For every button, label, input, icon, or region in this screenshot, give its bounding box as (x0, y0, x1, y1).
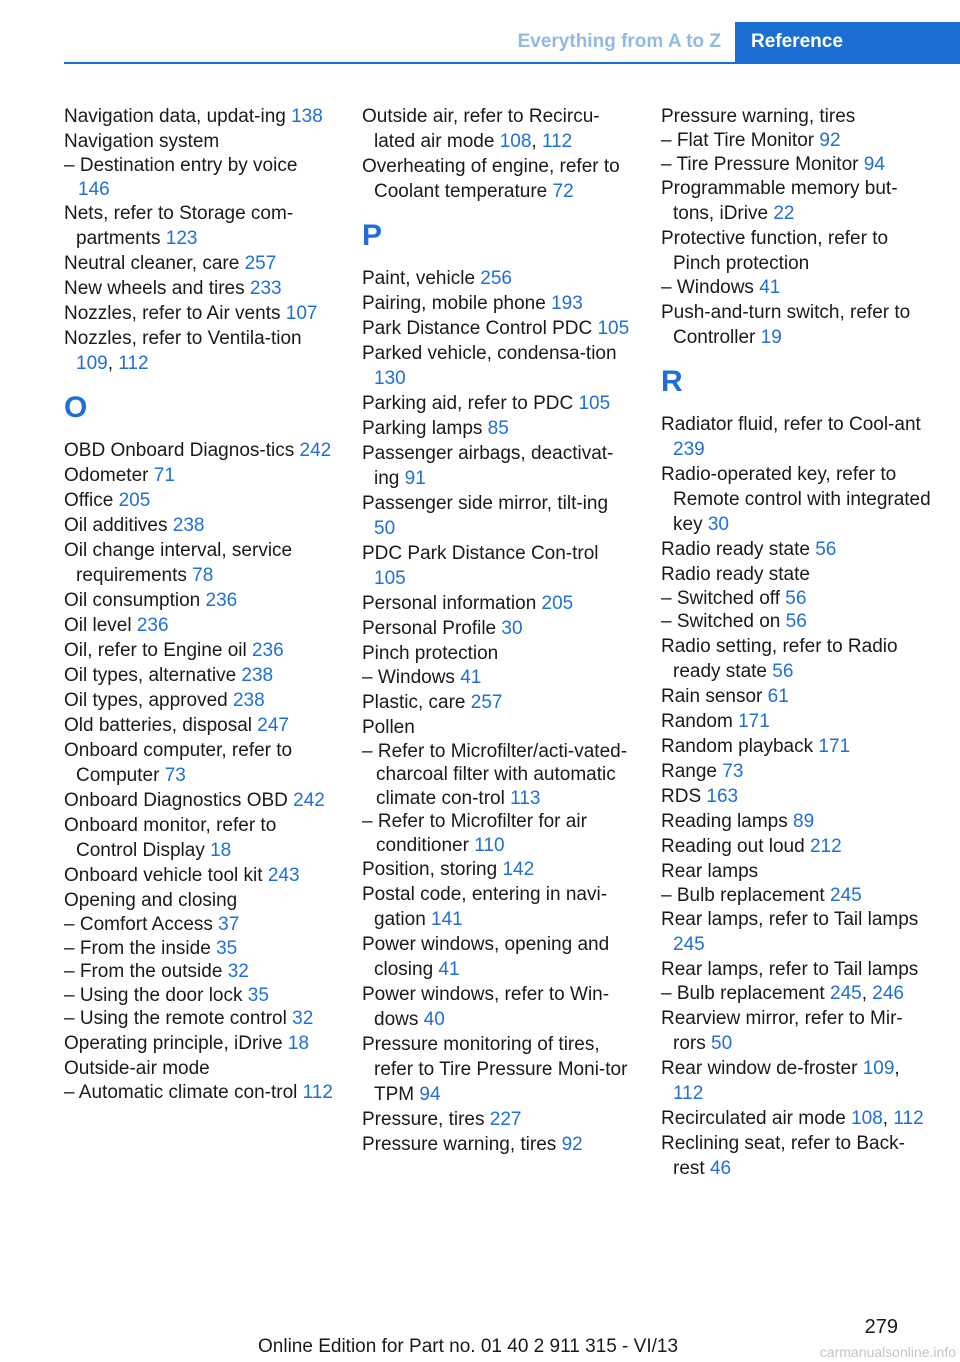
page-reference-link[interactable]: 257 (470, 691, 503, 713)
index-entry (362, 715, 632, 740)
page-reference-link[interactable]: 171 (738, 710, 770, 732)
entry-text: Rearview mirror, refer to Mir-rors (661, 1007, 903, 1054)
page-reference-link[interactable]: 35 (247, 984, 269, 1006)
ref-separator: , (531, 131, 542, 152)
entry-text: Oil consumption (64, 590, 206, 611)
page-reference-link[interactable]: 92 (819, 130, 841, 151)
page-reference-link[interactable]: 78 (192, 565, 214, 586)
index-letter-heading: O (64, 391, 88, 424)
page-reference-link[interactable]: 130 (374, 368, 406, 389)
index-entry (64, 463, 334, 488)
page-reference-link[interactable]: 243 (267, 865, 300, 886)
page-reference-link[interactable]: 41 (759, 277, 781, 298)
page-reference-link[interactable]: 108 (851, 1107, 883, 1129)
index-entry (64, 301, 334, 326)
entry-text: Parked vehicle, condensa-tion (362, 343, 617, 364)
page-reference-link[interactable]: 94 (863, 153, 885, 175)
page-reference-link[interactable]: 171 (818, 735, 851, 757)
page-reference-link[interactable]: 91 (404, 468, 426, 489)
entry-text: – Comfort Access (64, 914, 219, 935)
page-reference-link[interactable]: 142 (502, 859, 535, 880)
index-subentry (64, 1007, 334, 1031)
entry-text: Rear lamps (661, 860, 759, 882)
page-reference-link[interactable]: 109 (862, 1057, 895, 1079)
entry-text: Radiator fluid, refer to Cool-ant (661, 413, 921, 435)
entry-text: Nets, refer to Storage com-partments (64, 203, 294, 249)
entry-text: Outside air, refer to Recircu-lated air mode (362, 106, 600, 152)
chapter-tab: Reference (735, 22, 960, 62)
entry-text: Pinch protection (362, 643, 499, 664)
page-reference-link[interactable]: 245 (673, 934, 705, 955)
index-entry (661, 709, 931, 734)
entry-text: Passenger airbags, deactivat-ing (362, 443, 614, 489)
index-entry (661, 412, 931, 462)
entry-text: Radio setting, refer to Radio ready state (661, 635, 898, 682)
page-reference-link[interactable]: 257 (244, 253, 277, 274)
page-reference-link[interactable]: 30 (707, 513, 729, 535)
index-entry (661, 462, 931, 537)
index-entry (362, 104, 632, 154)
page-reference-link[interactable]: 61 (767, 685, 789, 707)
entry-text: Pressure, tires (362, 1109, 490, 1130)
entry-text: Operating principle, iDrive (64, 1032, 288, 1054)
index-subentry (661, 587, 931, 611)
index-entry (661, 562, 931, 587)
page-reference-link[interactable]: 239 (673, 438, 705, 460)
entry-text: Onboard computer, refer to Computer (64, 740, 293, 786)
index-entry (661, 1006, 931, 1056)
index-entry (362, 291, 632, 316)
index-entry (64, 513, 334, 538)
index-entry (64, 129, 334, 154)
entry-text: Navigation data, updat-ing (64, 106, 292, 127)
index-entry (362, 1132, 632, 1157)
entry-text: Onboard monitor, refer to Control Display (64, 815, 277, 861)
index-entry (64, 251, 334, 276)
entry-text: Reading lamps (661, 810, 794, 832)
index-entry (362, 690, 632, 715)
entry-text: – Refer to Microfilter for air conditioner (362, 811, 587, 856)
entry-text: Oil, refer to Engine oil (64, 640, 252, 661)
index-subentry (661, 276, 931, 300)
entry-text: Parking lamps (362, 418, 488, 439)
page-reference-link[interactable]: 56 (785, 587, 807, 609)
entry-text: Passenger side mirror, tilt-ing (362, 493, 609, 514)
index-column-1 (64, 104, 334, 1104)
entry-text: Navigation system (64, 131, 220, 152)
entry-text: – Tire Pressure Monitor (661, 153, 864, 175)
entry-text: Overheating of engine, refer to Coolant temperature (362, 156, 620, 202)
page-reference-link[interactable]: 105 (578, 393, 611, 414)
entry-text: Paint, vehicle (362, 268, 481, 289)
index-entry (661, 1056, 931, 1106)
index-entry (64, 488, 334, 513)
entry-text: Random (661, 710, 739, 732)
index-entry (64, 1056, 334, 1081)
page-reference-link[interactable]: 32 (292, 1008, 314, 1029)
page-reference-link[interactable]: 238 (172, 515, 205, 536)
entry-text: Rear window de-froster (661, 1057, 863, 1079)
index-letter-heading: R (661, 364, 683, 398)
page-reference-link[interactable]: 41 (438, 959, 460, 980)
index-subentry (661, 129, 931, 153)
index-entry (362, 491, 632, 541)
index-entry (64, 276, 334, 301)
page-reference-link[interactable]: 71 (153, 465, 175, 486)
index-subentry (661, 982, 931, 1006)
index-subentry (64, 937, 334, 961)
page-reference-link[interactable]: 112 (893, 1107, 924, 1129)
ref-separator: , (894, 1057, 900, 1079)
page-reference-link[interactable]: 92 (561, 1134, 583, 1155)
entry-text: – Switched off (661, 587, 786, 609)
ref-separator: , (882, 1107, 894, 1129)
index-entry (64, 588, 334, 613)
page-reference-link[interactable]: 108 (499, 131, 532, 152)
index-entry (64, 613, 334, 638)
entry-text: – Windows (362, 667, 461, 688)
entry-text: Power windows, refer to Win-dows (362, 984, 610, 1030)
entry-text: Reading out loud (661, 835, 810, 857)
index-entry (362, 416, 632, 441)
index-entry (64, 888, 334, 913)
entry-text: RDS (661, 785, 707, 807)
entry-text: – Using the door lock (64, 984, 248, 1006)
index-entry (362, 932, 632, 982)
entry-text: OBD Onboard Diagnos-tics (64, 440, 300, 461)
page-reference-link[interactable]: 18 (210, 840, 232, 861)
page-reference-link[interactable]: 238 (241, 665, 274, 686)
index-entry (362, 591, 632, 616)
page-reference-link[interactable]: 205 (118, 490, 151, 511)
page-reference-link[interactable]: 193 (551, 293, 583, 314)
page-reference-link[interactable]: 238 (232, 690, 265, 711)
entry-text: Personal Profile (362, 618, 502, 639)
index-subentry (64, 913, 334, 937)
entry-text: Pressure warning, tires (661, 106, 856, 127)
page-reference-link[interactable]: 245 (830, 884, 862, 906)
index-entry (64, 104, 334, 129)
entry-text: Radio-operated key, refer to Remote control with integrated key (661, 463, 931, 535)
page-reference-link[interactable]: 109 (76, 353, 108, 374)
page-reference-link[interactable]: 256 (480, 268, 512, 289)
entry-text: – Windows (661, 277, 760, 298)
page-reference-link[interactable]: 56 (772, 660, 794, 682)
page-reference-link[interactable]: 233 (249, 278, 282, 299)
page-reference-link[interactable]: 107 (285, 303, 318, 324)
index-entry (362, 1032, 632, 1107)
index-entry (661, 907, 931, 957)
index-entry (362, 541, 632, 591)
index-entry (64, 688, 334, 713)
page-reference-link[interactable]: 110 (474, 834, 505, 856)
entry-text: Outside-air mode (64, 1057, 210, 1079)
entry-text: – From the inside (64, 937, 217, 959)
page-reference-link[interactable]: 56 (815, 538, 837, 560)
page-reference-link[interactable]: 73 (722, 760, 744, 782)
entry-text: PDC Park Distance Con-trol (362, 543, 599, 564)
index-entry (64, 788, 334, 813)
index-entry (64, 438, 334, 463)
index-entry (661, 684, 931, 709)
index-entry (362, 1107, 632, 1132)
index-entry (64, 738, 334, 788)
index-entry (661, 537, 931, 562)
page-reference-link[interactable]: 236 (136, 615, 169, 636)
entry-text: – Bulb replacement (661, 884, 830, 906)
index-entry (362, 154, 632, 204)
ref-separator: , (107, 353, 119, 374)
entry-text: Protective function, refer to Pinch protection (661, 228, 889, 274)
index-column-3 (661, 104, 931, 1181)
page-reference-link[interactable]: 72 (552, 181, 574, 202)
page-reference-link[interactable]: 105 (374, 568, 406, 589)
page-reference-link[interactable]: 113 (510, 787, 541, 809)
entry-text: Postal code, entering in navi-gation (362, 884, 608, 930)
index-entry (661, 176, 931, 226)
entry-text: Rear lamps, refer to Tail lamps (661, 959, 919, 980)
index-entry (64, 1031, 334, 1056)
entry-text: Pollen (362, 716, 415, 738)
entry-text: – Automatic climate con-trol (64, 1081, 303, 1103)
entry-text: Position, storing (362, 859, 503, 880)
page-reference-link[interactable]: 112 (118, 353, 149, 374)
watermark: carmanualsonline.info (819, 1344, 956, 1360)
index-entry (362, 641, 632, 666)
index-entry (661, 734, 931, 759)
index-entry (661, 834, 931, 859)
page-reference-link[interactable]: 73 (164, 765, 186, 786)
index-entry (661, 957, 931, 982)
index-subentry (661, 153, 931, 177)
entry-text: Rain sensor (661, 685, 768, 707)
page-reference-link[interactable]: 236 (205, 590, 238, 611)
index-entry (64, 663, 334, 688)
entry-text: Opening and closing (64, 890, 238, 911)
page-reference-link[interactable]: 40 (423, 1009, 445, 1030)
entry-text: Range (661, 760, 723, 782)
index-subentry (64, 1081, 334, 1105)
index-entry (661, 859, 931, 884)
index-subentry (362, 810, 632, 857)
index-entry (661, 634, 931, 684)
entry-text: Parking aid, refer to PDC (362, 393, 579, 414)
index-subentry (661, 610, 931, 634)
entry-text: Old batteries, disposal (64, 715, 258, 736)
page-reference-link[interactable]: 50 (374, 518, 396, 539)
page-reference-link[interactable]: 30 (501, 618, 523, 639)
page-reference-link[interactable]: 18 (287, 1032, 310, 1054)
entry-text: – Refer to Microfilter/acti-vated-charcoal filter with automatic climate con-trol (362, 740, 628, 809)
page-reference-link[interactable]: 227 (489, 1109, 522, 1130)
index-entry (362, 441, 632, 491)
page-reference-link[interactable]: 89 (793, 810, 815, 832)
entry-text: Onboard vehicle tool kit (64, 865, 268, 886)
page-reference-link[interactable]: 50 (711, 1032, 733, 1054)
entry-text: Oil change interval, service requirements (64, 540, 293, 586)
entry-text: Pairing, mobile phone (362, 293, 552, 314)
page-reference-link[interactable]: 41 (460, 667, 482, 688)
entry-text: – Bulb replacement (661, 983, 830, 1004)
page-reference-link[interactable]: 35 (216, 937, 238, 959)
index-entry (362, 616, 632, 641)
index-entry (362, 391, 632, 416)
page-reference-link[interactable]: 141 (431, 909, 463, 930)
page-reference-link[interactable]: 242 (299, 440, 332, 461)
page-reference-link[interactable]: 242 (293, 790, 325, 811)
index-entry (64, 201, 334, 251)
page-reference-link[interactable]: 22 (773, 203, 795, 224)
index-subentry (362, 740, 632, 811)
index-entry (362, 316, 632, 341)
index-entry (64, 638, 334, 663)
page-reference-link[interactable]: 247 (257, 715, 289, 736)
index-column-2 (362, 104, 632, 1157)
index-entry (64, 326, 334, 376)
page-reference-link[interactable]: 212 (809, 835, 842, 857)
index-entry (661, 1131, 931, 1181)
entry-text: Programmable memory but-tons, iDrive (661, 178, 898, 224)
page-reference-link[interactable]: 105 (597, 318, 630, 339)
index-entry (661, 104, 931, 129)
entry-text: – Using the remote control (64, 1008, 293, 1029)
page-reference-link[interactable]: 19 (760, 326, 782, 348)
page-reference-link[interactable]: 236 (251, 640, 284, 661)
entry-text: Radio ready state (661, 538, 816, 560)
ref-separator: , (861, 983, 873, 1004)
header-rule (64, 62, 960, 64)
page-reference-link[interactable]: 112 (302, 1081, 333, 1103)
page-reference-link[interactable]: 46 (709, 1157, 732, 1179)
page-reference-link[interactable]: 205 (541, 593, 574, 614)
index-entry (661, 784, 931, 809)
page-reference-link[interactable]: 94 (419, 1084, 441, 1105)
entry-text: Pressure monitoring of tires, refer to Tire Pressure Moni-tor TPM (362, 1034, 628, 1105)
page-reference-link[interactable]: 123 (165, 228, 198, 249)
section-title: Everything from A to Z (517, 31, 721, 52)
index-entry (661, 759, 931, 784)
page-reference-link[interactable]: 163 (706, 785, 739, 807)
index-subentry (661, 884, 931, 908)
page-header (0, 22, 960, 64)
index-subentry (64, 960, 334, 984)
index-entry (661, 1106, 931, 1131)
index-entry (362, 857, 632, 882)
entry-text: Park Distance Control PDC (362, 318, 598, 339)
entry-text: Push-and-turn switch, refer to Controller (661, 301, 911, 348)
index-entry (64, 813, 334, 863)
index-subentry (64, 984, 334, 1008)
entry-text: Odometer (64, 465, 154, 486)
index-entry (64, 863, 334, 888)
index-entry (362, 266, 632, 291)
page-reference-link[interactable]: 56 (785, 611, 807, 632)
entry-text: Pressure warning, tires (362, 1134, 562, 1155)
index-columns (64, 104, 938, 1244)
page-reference-link[interactable]: 146 (78, 178, 110, 200)
index-entry (362, 882, 632, 932)
entry-text: Onboard Diagnostics OBD (64, 790, 294, 811)
entry-text: Oil types, approved (64, 690, 233, 711)
entry-text: Personal information (362, 593, 542, 614)
entry-text: Recirculated air mode (661, 1107, 852, 1129)
entry-text: – Flat Tire Monitor (661, 130, 820, 151)
entry-text: Oil additives (64, 515, 173, 536)
index-entry (64, 538, 334, 588)
index-entry (362, 982, 632, 1032)
page-reference-link[interactable]: 85 (487, 418, 509, 439)
index-entry (661, 226, 931, 276)
entry-text: Power windows, opening and closing (362, 934, 610, 980)
entry-text: Nozzles, refer to Ventila-tion (64, 328, 302, 349)
index-letter-heading: P (362, 219, 383, 252)
index-entry (661, 300, 931, 350)
index-subentry (64, 154, 334, 201)
edition-footer: Online Edition for Part no. 01 40 2 911 315 - VI/13 (258, 1336, 679, 1357)
entry-text: Neutral cleaner, care (64, 253, 245, 274)
entry-text: Plastic, care (362, 691, 471, 713)
entry-text: Radio ready state (661, 563, 810, 585)
entry-text: Nozzles, refer to Air vents (64, 303, 286, 324)
entry-text: – From the outside (64, 961, 228, 982)
index-entry (64, 713, 334, 738)
entry-text: Random playback (661, 735, 819, 757)
entry-text: – Destination entry by voice (64, 155, 298, 176)
entry-text: Rear lamps, refer to Tail lamps (661, 909, 919, 930)
entry-text: – Switched on (661, 611, 786, 632)
entry-text: Office (64, 490, 119, 511)
page-reference-link[interactable]: 112 (673, 1082, 704, 1104)
index-entry (661, 809, 931, 834)
entry-text: Reclining seat, refer to Back-rest (661, 1132, 905, 1179)
page-reference-link[interactable]: 37 (218, 914, 240, 935)
page-reference-link[interactable]: 138 (291, 106, 323, 127)
entry-text: Oil level (64, 615, 137, 636)
index-subentry (362, 666, 632, 690)
page-reference-link[interactable]: 32 (227, 961, 249, 982)
page-reference-link[interactable]: 245 (830, 983, 862, 1004)
entry-text: New wheels and tires (64, 278, 250, 299)
page-reference-link[interactable]: 246 (872, 983, 904, 1004)
index-entry (362, 341, 632, 391)
page-number: 279 (864, 1316, 898, 1338)
page-reference-link[interactable]: 112 (541, 131, 573, 152)
entry-text: Oil types, alternative (64, 665, 242, 686)
